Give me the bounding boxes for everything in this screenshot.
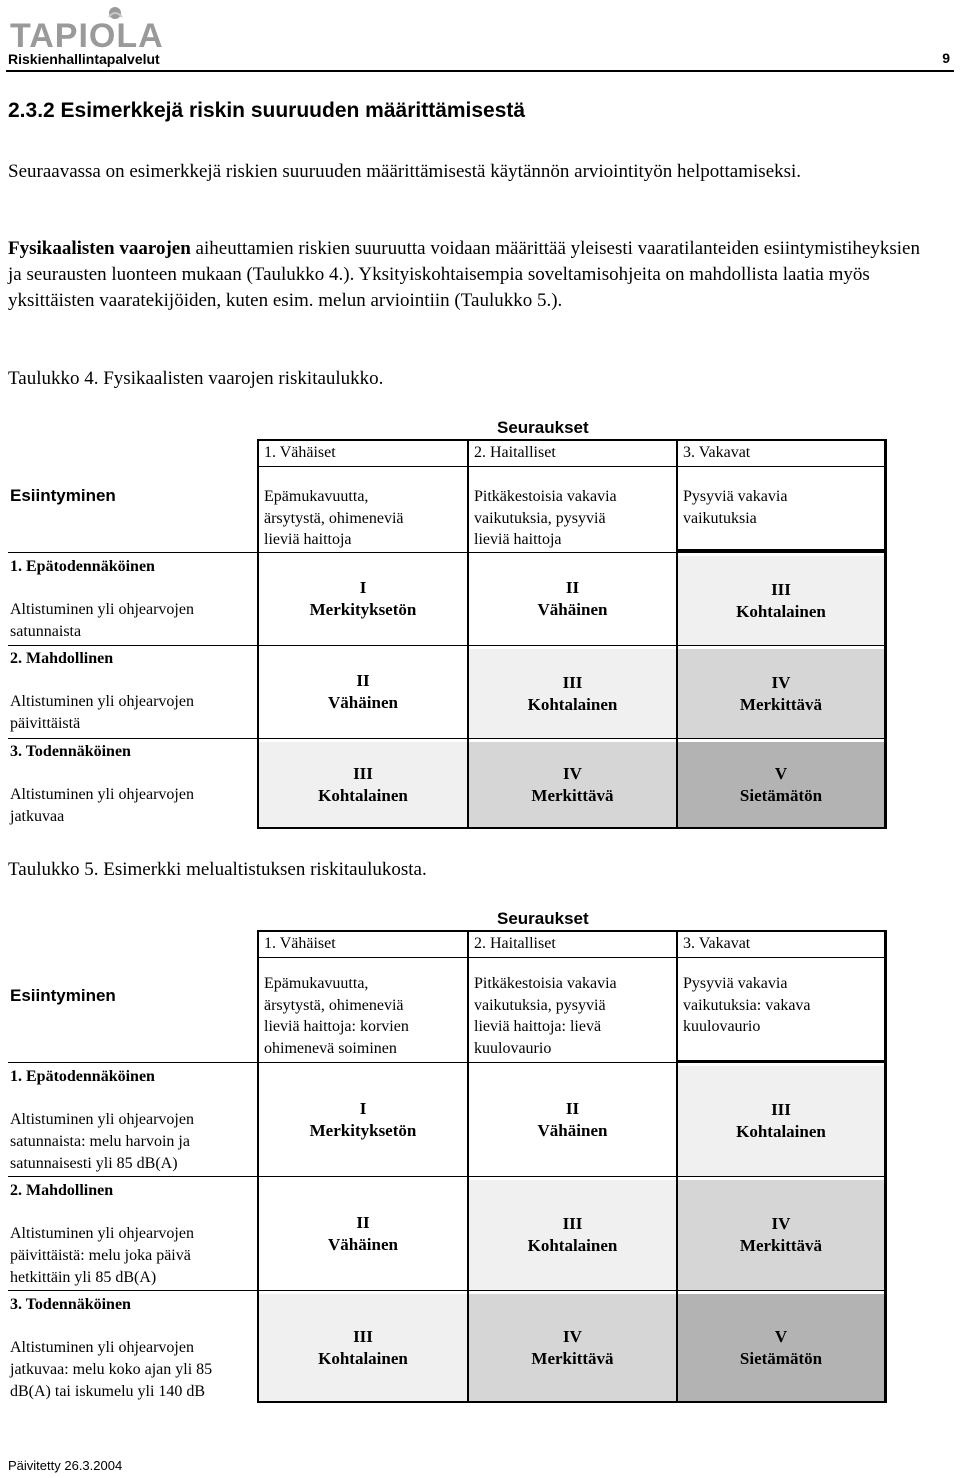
column-header-2: 2. Haitalliset	[474, 444, 556, 461]
risk-cell	[678, 1066, 884, 1176]
header-section-name: Riskienhallintapalvelut	[8, 51, 160, 67]
risk-cell	[259, 1177, 467, 1290]
text-line: Altistuminen yli ohjearvojen	[10, 601, 194, 618]
text-line: Altistuminen yli ohjearvojen	[10, 1225, 194, 1242]
text-line: jatkuvaa	[10, 808, 65, 825]
text-line: satunnaista: melu harvoin ja	[10, 1133, 190, 1150]
text-line: vaikutuksia: vakava	[683, 996, 811, 1014]
text-line: Merkittävä	[739, 694, 823, 714]
text-line: Vähäinen	[537, 1120, 608, 1140]
text-line: 3. Todennäköinen	[10, 1296, 131, 1313]
text-line: V	[774, 1326, 788, 1346]
tapiola-logo	[8, 4, 168, 50]
text-line: hetkittäin yli 85 dB(A)	[10, 1269, 157, 1286]
text-line: 1. Epätodennäköinen	[10, 558, 155, 575]
text-line: III	[353, 763, 373, 783]
risk-cell	[469, 1063, 676, 1176]
text-line: III	[562, 672, 583, 692]
risk-cell	[259, 553, 467, 645]
text-line: Merkityksetön	[309, 600, 417, 619]
text-line: Merkityksetön	[309, 1120, 417, 1140]
logo-text: TAPIOLA	[10, 17, 164, 50]
text-line: 3. Todennäköinen	[10, 743, 131, 760]
text-line: jatkuvaa: melu koko ajan yli 85	[10, 1361, 213, 1378]
risk-cell	[259, 646, 467, 738]
text-line: Merkittävä	[739, 1236, 823, 1255]
text-line: 2. Mahdollinen	[10, 650, 114, 667]
text-line: II	[356, 1212, 370, 1232]
risk-cell	[678, 1180, 884, 1290]
text-line: Pitkäkestoisia vakavia	[474, 975, 617, 992]
risk-cell	[259, 1063, 467, 1176]
risk-cell	[259, 742, 467, 827]
text-line: Vähäinen	[328, 1234, 398, 1254]
row-label-1	[10, 556, 194, 643]
text-line: Altistuminen yli ohjearvojen	[10, 1339, 194, 1356]
row-label-3	[10, 1294, 212, 1403]
text-line: Epämukavuutta,	[264, 975, 369, 992]
text-line: lieviä haittoja	[264, 531, 352, 548]
text-line: I	[359, 1098, 367, 1118]
text-line: IV	[563, 763, 582, 783]
text-line: Altistuminen yli ohjearvojen	[10, 786, 194, 803]
text-line: lieviä haittoja	[474, 531, 562, 548]
column-desc-3	[683, 486, 787, 529]
text-line: Vähäinen	[328, 693, 398, 712]
text-line: III	[562, 1214, 583, 1233]
text-line: päivittäistä	[10, 715, 81, 732]
text-line: I	[359, 578, 367, 597]
text-line: Merkittävä	[531, 1348, 614, 1368]
text-line: Kohtalainen	[736, 601, 826, 621]
text-line: IV	[771, 1214, 791, 1233]
column-desc-1	[264, 973, 409, 1059]
text-line: vaikutuksia	[683, 509, 757, 527]
occurrence-title: Esiintyminen	[10, 986, 116, 1005]
risk-cell	[259, 1294, 467, 1401]
risk-cell	[469, 553, 676, 645]
text-line: II	[565, 1098, 580, 1118]
column-desc-3	[683, 973, 811, 1038]
column-header-1: 1. Vähäiset	[264, 935, 336, 952]
column-header-3: 3. Vakavat	[683, 935, 751, 952]
section-title: 2.3.2 Esimerkkejä riskin suuruuden määrittämisestä	[8, 99, 526, 122]
text-line: Altistuminen yli ohjearvojen	[10, 693, 194, 710]
text-line: IV	[563, 1326, 582, 1346]
consequences-title: Seuraukset	[497, 418, 589, 437]
text-line: vaikutuksia, pysyviä	[474, 996, 606, 1014]
row-label-2	[10, 648, 194, 735]
text-line: 1. Epätodennäköinen	[10, 1068, 155, 1085]
column-desc-1	[264, 486, 404, 551]
page-number: 9	[942, 50, 950, 66]
consequences-title: Seuraukset	[497, 909, 589, 928]
column-header-1: 1. Vähäiset	[264, 444, 336, 461]
risk-cell	[678, 649, 884, 738]
text-line: Kohtalainen	[736, 1122, 826, 1141]
row-label-1	[10, 1066, 194, 1175]
text-line: satunnaisesti yli 85 dB(A)	[10, 1155, 178, 1172]
text-line: ärsytystä, ohimeneviä	[264, 996, 404, 1014]
text-line: IV	[771, 672, 791, 692]
text-line: Pitkäkestoisia vakavia	[474, 488, 617, 505]
text-line: Pysyviä vakavia	[683, 975, 788, 992]
text-line: Kohtalainen	[318, 1348, 408, 1368]
text-line: Epämukavuutta,	[264, 488, 369, 505]
text-line: Altistuminen yli ohjearvojen	[10, 1111, 194, 1128]
table4-caption: Taulukko 4. Fysikaalisten vaarojen riskitaulukko.	[8, 368, 384, 389]
text-line: Sietämätön	[739, 1348, 823, 1368]
column-header-3: 3. Vakavat	[683, 444, 751, 461]
table5-caption: Taulukko 5. Esimerkki melualtistuksen riskitaulukosta.	[8, 859, 427, 880]
text-line: Kohtalainen	[527, 694, 618, 714]
text-line: III	[353, 1326, 373, 1346]
footer-updated-date: Päivitetty 26.3.2004	[8, 1458, 123, 1473]
logo-graphic	[8, 4, 168, 50]
text-line: vaikutuksia, pysyviä	[474, 509, 606, 527]
paragraph-text: aiheuttamien riskien suuruutta voidaan määrittää yleisesti vaaratilanteiden esiintymistiheyksien ja seurausten luonteen mukaan (Taulukko 4.). Yksityiskohtaisempia soveltamisohjeita on mahdollista laatia myös yksittäisten vaaratekijöiden, kuten esim. melun arviointiin (Taulukko 5.).	[8, 238, 920, 311]
text-line: 2. Mahdollinen	[10, 1182, 114, 1199]
risk-cell	[678, 1294, 884, 1401]
text-line: II	[565, 578, 580, 597]
text-line: dB(A) tai iskumelu yli 140 dB	[10, 1383, 206, 1400]
intro-paragraph: Seuraavassa on esimerkkejä riskien suuruuden määrittämisestä käytännön arviointityön helpottamiseksi.	[8, 161, 802, 182]
text-line: III	[771, 579, 791, 599]
risk-cell	[469, 1180, 676, 1290]
text-line: Vähäinen	[537, 600, 608, 619]
column-desc-2	[474, 486, 617, 551]
column-desc-2	[474, 973, 617, 1059]
text-line: ärsytystä, ohimeneviä	[264, 509, 404, 527]
risk-cell	[469, 1294, 676, 1401]
text-line: III	[771, 1100, 791, 1119]
text-line: Kohtalainen	[527, 1236, 618, 1255]
risk-cell	[469, 649, 676, 738]
risk-cell	[469, 742, 676, 827]
text-line: II	[356, 671, 370, 690]
row-label-3	[10, 741, 194, 828]
paragraph-bold-lead: Fysikaalisten vaarojen	[8, 238, 191, 259]
header-rule	[6, 70, 954, 72]
row-label-2	[10, 1180, 194, 1289]
column-header-2: 2. Haitalliset	[474, 935, 556, 952]
text-line: kuulovaurio	[474, 1039, 552, 1057]
body-paragraph	[8, 236, 938, 314]
text-line: Kohtalainen	[318, 785, 408, 805]
text-line: Merkittävä	[531, 785, 614, 805]
text-line: ohimenevä soiminen	[264, 1039, 397, 1057]
risk-cell	[678, 742, 884, 827]
text-line: lieviä haittoja: lievä	[474, 1018, 602, 1035]
risk-cell	[678, 556, 884, 645]
text-line: V	[774, 763, 788, 783]
text-line: satunnaista	[10, 623, 82, 640]
text-line: Pysyviä vakavia	[683, 488, 788, 505]
text-line: lieviä haittoja: korvien	[264, 1018, 409, 1035]
text-line: kuulovaurio	[683, 1018, 761, 1035]
text-line: Sietämätön	[739, 785, 823, 805]
text-line: päivittäistä: melu joka päivä	[10, 1247, 191, 1264]
occurrence-title: Esiintyminen	[10, 486, 116, 505]
